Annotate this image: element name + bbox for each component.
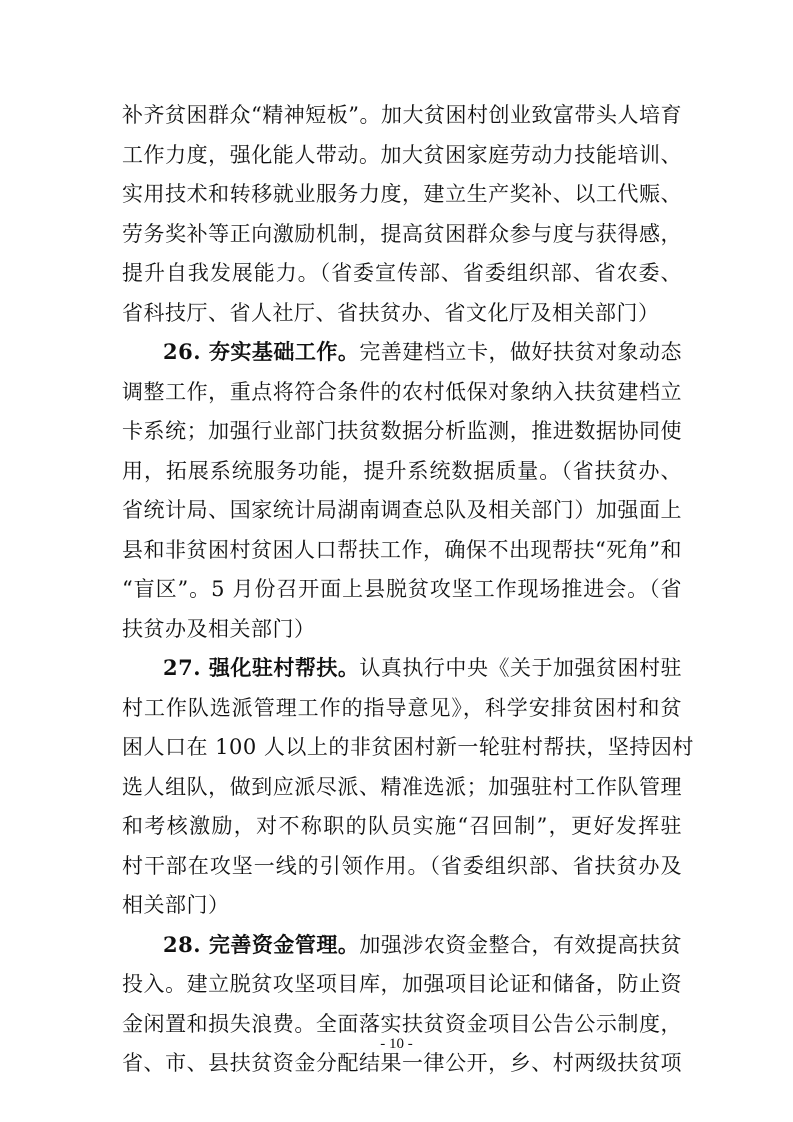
paragraph-line: “盲区”。5 月份召开面上县脱贫攻坚工作现场推进会。（省: [122, 577, 682, 601]
paragraph-line: 村干部在攻坚一线的引领作用。（省委组织部、省扶贫办及: [122, 853, 682, 878]
paragraph-line: 县和非贫困村贫困人口帮扶工作，确保不出现帮扶“死角”和: [122, 537, 682, 562]
paragraph-line: 省、市、县扶贫资金分配结果一律公开，乡、村两级扶贫项: [122, 1051, 682, 1075]
section-26-text: 完善建档立卡，做好扶贫对象动态: [359, 340, 682, 364]
paragraph-line: 省科技厅、省人社厅、省扶贫办、省文化厅及相关部门）: [122, 300, 660, 325]
paragraph-line: 省统计局、国家统计局湖南调查总队及相关部门）加强面上: [122, 498, 682, 522]
paragraph-line: 实用技术和转移就业服务力度，建立生产奖补、以工代赈、: [122, 182, 682, 206]
section-28-text: 加强涉农资金整合，有效提高扶贫: [359, 932, 682, 957]
paragraph-line: 扶贫办及相关部门）: [122, 616, 316, 641]
section-28-heading: 28. 完善资金管理。: [163, 931, 360, 957]
paragraph-line: 相关部门）: [122, 893, 230, 917]
paragraph-line: 金闲置和损失浪费。全面落实扶贫资金项目公告公示制度，: [122, 1011, 682, 1036]
section-27-text: 认真执行中央《关于加强贫困村驻: [359, 656, 682, 680]
paragraph-line: 调整工作，重点将符合条件的农村低保对象纳入扶贫建档立: [122, 379, 682, 404]
section-26-heading: 26. 夯实基础工作。: [163, 339, 360, 364]
paragraph-line: 提升自我发展能力。（省委宣传部、省委组织部、省农委、: [122, 261, 682, 285]
paragraph-line: 投入。建立脱贫攻坚项目库，加强项目论证和储备，防止资: [122, 972, 682, 996]
paragraph-line: 劳务奖补等正向激励机制，提高贫困群众参与度与获得感，: [122, 221, 682, 246]
section-28-first-line: [163, 930, 682, 960]
paragraph-line: 选人组队，做到应派尽派、精准选派；加强驻村工作队管理: [122, 774, 682, 799]
paragraph-line: 用，拓展系统服务功能，提升系统数据质量。（省扶贫办、: [122, 458, 682, 483]
paragraph-line: 村工作队选派管理工作的指导意见》，科学安排贫困村和贫: [122, 695, 682, 720]
paragraph-line: 卡系统；加强行业部门扶贫数据分析监测，推进数据协同使: [122, 419, 682, 443]
page-number: - 10 -: [380, 1036, 413, 1052]
paragraph-line: 和考核激励，对不称职的队员实施“召回制”，更好发挥驻: [122, 814, 682, 838]
paragraph-line: 工作力度，强化能人带动。加大贫困家庭劳动力技能培训、: [122, 142, 682, 167]
paragraph-line: 补齐贫困群众“精神短板”。加大贫困村创业致富带头人培育: [122, 103, 682, 127]
section-27-first-line: [163, 653, 682, 683]
section-26-first-line: [163, 337, 682, 367]
section-27-heading: 27. 强化驻村帮扶。: [163, 655, 360, 680]
paragraph-line: 困人口在 100 人以上的非贫困村新一轮驻村帮扶，坚持因村: [122, 735, 694, 759]
